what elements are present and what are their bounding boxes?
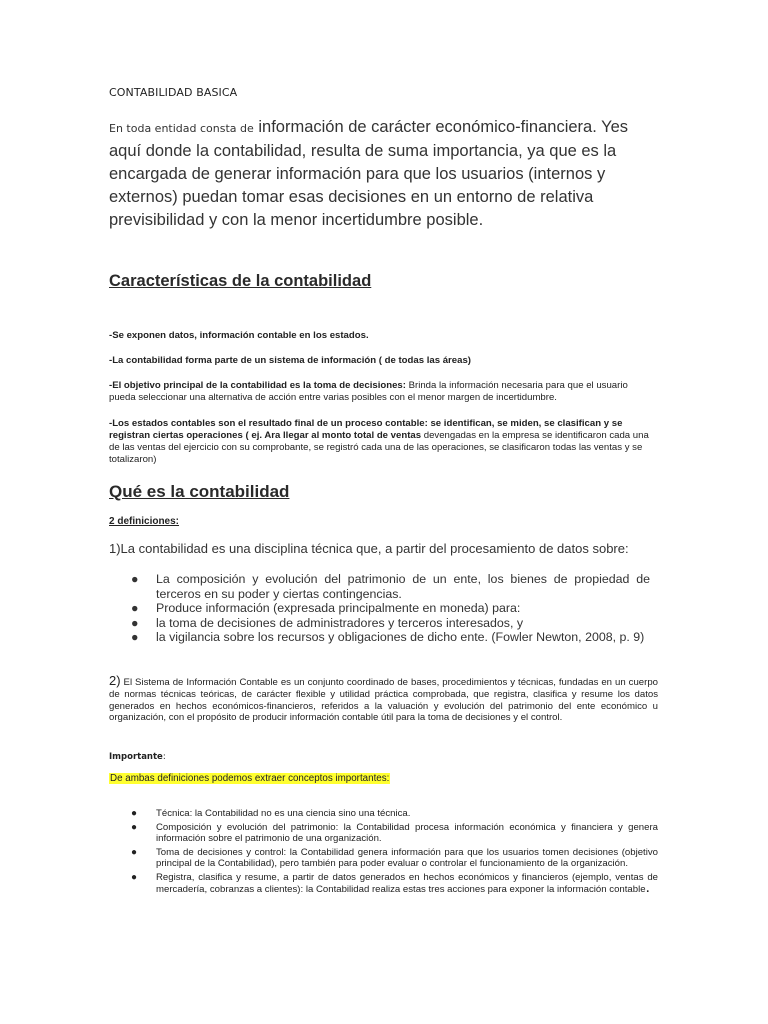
concepts-list bbox=[131, 808, 658, 897]
characteristic-2: -La contabilidad forma parte de un sistema de información ( de todas las áreas) bbox=[109, 355, 471, 366]
importante-label: Importante: bbox=[109, 752, 166, 762]
bullet-dot-icon: ● bbox=[131, 808, 138, 819]
intro-text: información de carácter económico-financiera. Yes aquí donde la contabilidad, resulta de suma importancia, ya que es la encargada de generar información para que los usuarios (internos y externos) puedan tomar esas decisiones en un entorno de relativa previsibilidad y con la menor incertidumbre posible. bbox=[109, 118, 628, 229]
definition-2-text: El Sistema de Información Contable es un conjunto coordinado de bases, procedimientos y técnicas, fundadas en un cuerpo de normas técnicas teóricas, de carácter flexible y utilidad práctica comprobada, que registra, clasifica y resume los datos generados en hechos económicos-financieros, referidos a la valuación y evolución del patrimonio del ente económico u organización, con el propósito de producir información contable útil para la toma de decisiones y el control. bbox=[109, 677, 658, 724]
definition-2 bbox=[109, 675, 658, 724]
definition-1: 1)La contabilidad es una disciplina técnica que, a partir del procesamiento de datos sobre: bbox=[109, 541, 629, 556]
bullet-dot-icon: ● bbox=[131, 821, 138, 833]
list-item: ● Técnica: la Contabilidad no es una ciencia sino una técnica. bbox=[131, 808, 411, 819]
intro-paragraph bbox=[109, 116, 649, 232]
list-item: ● la vigilancia sobre los recursos y obligaciones de dicho ente. (Fowler Newton, 2008, p. 9) bbox=[131, 630, 645, 644]
list-item: ● Toma de decisiones y control: la Contabilidad genera información para que los usuarios tomen decisiones (objetivo principal de la Contabilidad), pero también para poder evaluar o controlar el funcionamiento de la organización. bbox=[131, 846, 658, 869]
definition-1-list bbox=[131, 572, 650, 645]
definition-2-number: 2) bbox=[109, 673, 121, 688]
characteristic-4: -Los estados contables son el resultado final de un proceso contable: se identifican, se miden, se clasifican y se registran ciertas operaciones ( ej. Ara llegar al monto total de ventas devengadas en la empresa se identificaron cada una de las ventas del ejercicio con su comprobante, se registró cada una de las operaciones, se clasificaron todas las ventas y se totalizaron) bbox=[109, 418, 649, 465]
list-item: ● Composición y evolución del patrimonio: la Contabilidad procesa información económica y financiera y genera información sobre el patrimonio de una organización. bbox=[131, 821, 658, 844]
final-period: . bbox=[645, 878, 650, 896]
bullet-dot-icon: ● bbox=[131, 630, 139, 644]
que-es-heading: Qué es la contabilidad bbox=[109, 482, 290, 501]
highlighted-note: De ambas definiciones podemos extraer conceptos importantes: bbox=[110, 773, 390, 784]
characteristics-heading: Características de la contabilidad bbox=[109, 272, 372, 290]
characteristic-3: -El objetivo principal de la contabilidad es la toma de decisiones: Brinda la información necesaria para que el usuario pueda seleccionar una alternativa de acción entre varias posibles con el menor margen de incertidumbre. bbox=[109, 380, 628, 403]
bullet-dot-icon: ● bbox=[131, 846, 138, 858]
bullet-dot-icon: ● bbox=[131, 615, 139, 630]
list-item: ● la toma de decisiones de administradores y terceros interesados, y bbox=[131, 615, 524, 630]
definitions-label: 2 definiciones: bbox=[109, 516, 180, 527]
characteristic-1: -Se exponen datos, información contable en los estados. bbox=[109, 330, 369, 341]
list-item: ● Produce información (expresada principalmente en moneda) para: bbox=[131, 601, 521, 615]
bullet-dot-icon: ● bbox=[131, 871, 138, 883]
bullet-dot-icon: ● bbox=[131, 601, 139, 615]
intro-lead: En toda entidad consta de bbox=[109, 122, 254, 135]
bullet-dot-icon: ● bbox=[131, 572, 139, 586]
document-title: CONTABILIDAD BASICA bbox=[109, 86, 238, 99]
list-item: ● La composición y evolución del patrimonio de un ente, los bienes de propiedad de terceros en su poder y ciertas contingencias. bbox=[131, 572, 650, 601]
list-item: ● Registra, clasifica y resume, a partir de datos generados en hechos económicos y financieros (ejemplo, ventas de mercadería, cobranzas a clientes): la Contabilidad realiza estas tres acciones para exponer la información contable. bbox=[131, 871, 658, 896]
